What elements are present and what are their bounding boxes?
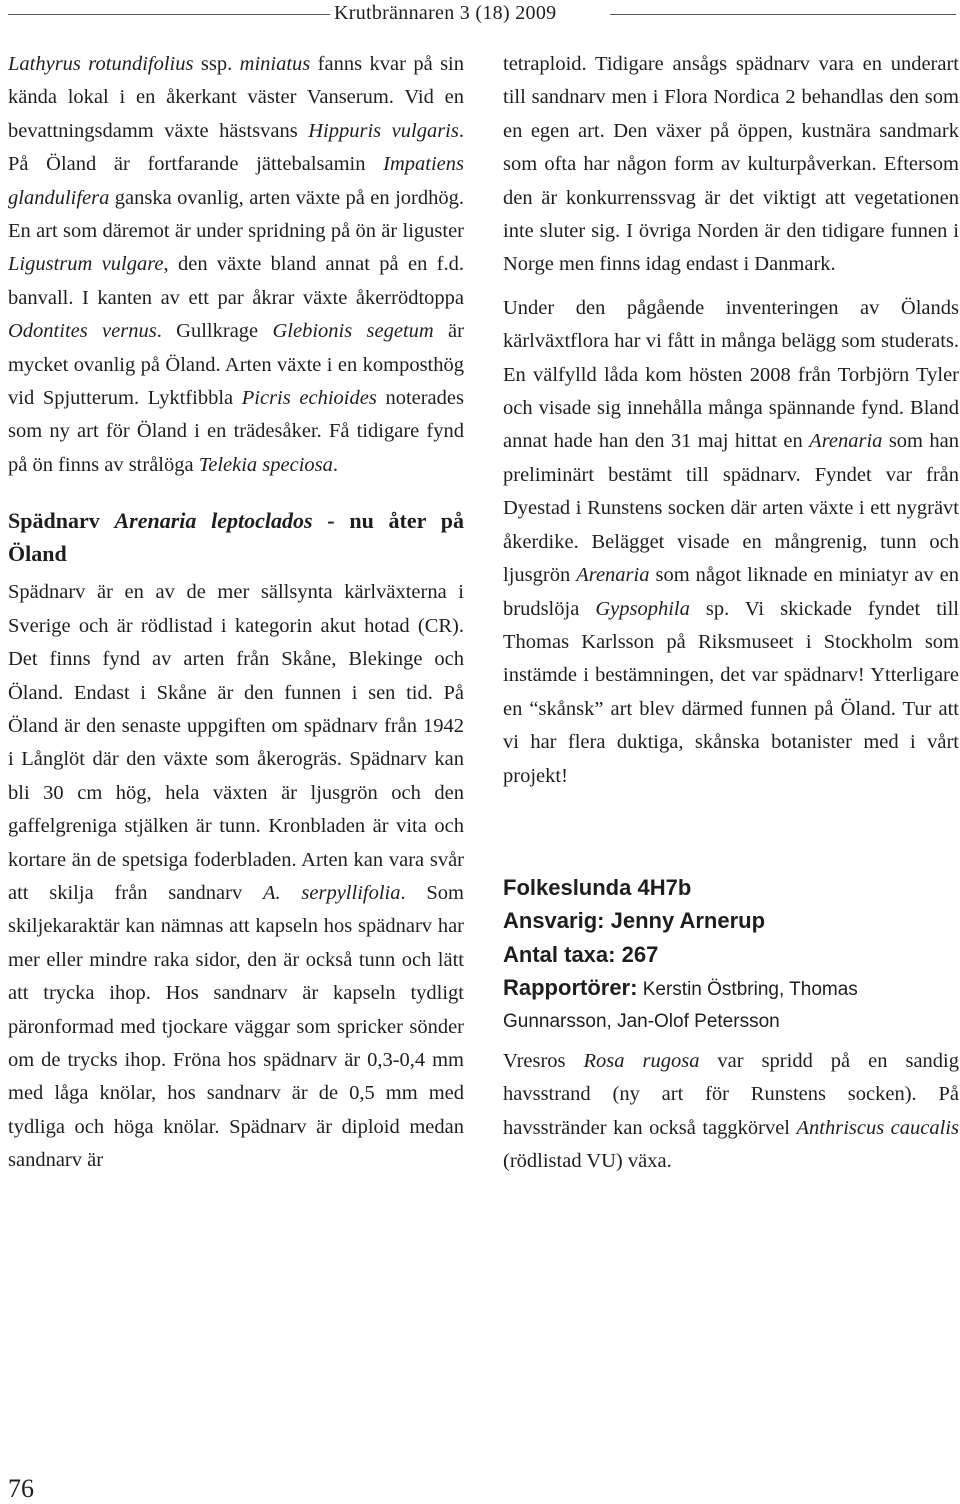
page-header xyxy=(0,0,960,30)
reporters-label: Rapportörer: xyxy=(503,974,638,1000)
species-name: Gypsophila xyxy=(595,597,690,620)
text-run: var spridd på en sandig havsstrand (ny art för Runstens socken). På havsstränder kan också taggkörvel xyxy=(503,1049,959,1139)
heading-species: Arenaria leptoclados xyxy=(114,508,313,534)
header-rule-right xyxy=(610,14,956,15)
text-run: . Som skiljekaraktär kan nämnas att kapseln hos spädnarv har mer eller mindre raka sidor, den är också tunn och lätt att trycka ihop. Hos sandnarv är kapseln tydligt päronformad med tjockare väggar som spricker sönder om de trycks ihop. Fröna hos spädnarv är 0,3-0,4 mm med låga knölar, hos sandnarv är de 0,5 mm med tydliga och höga knölar. Spädnarv är diploid medan sandnarv är xyxy=(8,881,464,1172)
species-name: miniatus xyxy=(239,53,311,75)
species-name: Lathyrus rotundifolius xyxy=(8,53,194,75)
reporters-value: Kerstin Östbring, Thomas Gunnarsson, Jan-Olof Petersson xyxy=(503,978,858,1032)
species-name: Odontites vernus xyxy=(8,320,157,343)
heading-text: Spädnarv xyxy=(8,508,115,534)
text-run: (rödlistad VU) växa. xyxy=(503,1150,672,1173)
species-name: Picris echioides xyxy=(241,387,377,410)
text-run: som något liknade en miniatyr av en brudslöja xyxy=(503,564,960,620)
species-name: Arenaria xyxy=(576,564,650,587)
header-rule-left xyxy=(8,14,330,15)
inventory-paragraph xyxy=(503,292,959,793)
site-paragraph xyxy=(503,1045,959,1179)
site-reporters xyxy=(503,972,959,1037)
heading-text: - nu åter på Öland xyxy=(8,508,464,567)
species-name: Impatiens glandulifera xyxy=(8,153,464,209)
text-run: Under den pågående inventeringen av Ölands kärlväxtflora har vi fått in många belägg som studerats. En välfylld låda kom hösten 2008 från Torbjörn Tyler och visade sig innehålla många spännande fynd. Bland annat hade han den 31 maj hittat en xyxy=(503,296,959,453)
text-run: är mycket ovanlig på Öland. Arten växte i en komposthög vid Spjutterum. Lyktfibbla xyxy=(8,320,464,410)
text-run: . På Öland är fortfarande jättebalsamin xyxy=(8,119,464,176)
section-body xyxy=(8,576,464,1177)
text-run: noterades som ny art för Öland i en trädesåker. Få tidigare fynd på ön finns av strålöga xyxy=(8,387,464,476)
species-name: Rosa rugosa xyxy=(583,1049,700,1072)
text-run: sp. Vi skickade fyndet till Thomas Karlsson på Riksmuseet i Stockholm som instämde i bestämningen, det var spädnarv! Ytterligare en “skånsk” art blev därmed funnen på Öland. Tur att vi har flera duktiga, skånska botanister med i vårt projekt! xyxy=(503,597,960,787)
species-name: Ligustrum vulgare xyxy=(8,253,164,276)
right-column xyxy=(503,48,959,1179)
continued-paragraph: tetraploid. Tidigare ansågs spädnarv vara en underart till sandnarv men i Flora Nordica 2 behandlas den som en egen art. Den växer på öppen, kustnära sandmark som ofta har någon form av kulturpåverkan. Eftersom den är konkurrenssvag är det viktigt att vegetationen inte sluter sig. I övriga Norden är den tidigare funnen i Norge men finns idag endast i Danmark. xyxy=(503,53,959,276)
text-run: som han preliminärt bestämt till spädnarv. Fyndet var från Dyestad i Runstens socken där arten växte i ett nygrävt åkerdike. Belägget visade en mångrenig, tunn och ljusgrön xyxy=(503,430,959,587)
left-column xyxy=(8,48,464,1178)
page-number: 76 xyxy=(8,1474,34,1503)
species-name: Anthriscus caucalis xyxy=(796,1116,959,1139)
text-run: . Gullkrage xyxy=(156,320,273,343)
intro-paragraph xyxy=(8,48,464,482)
site-responsible xyxy=(503,904,959,938)
species-name: Hippuris vulgaris xyxy=(308,119,459,142)
text-run: fanns kvar på sin kända lokal i en åkerkant väster Vanserum. Vid en bevattningsdamm växte hästsvans xyxy=(8,53,464,142)
site-info-block xyxy=(503,871,959,1037)
responsible-value: Jenny Arnerup xyxy=(604,907,766,933)
site-title: Folkeslunda 4H7b xyxy=(503,874,692,900)
text-run: Spädnarv är en av de mer sällsynta kärlväxterna i Sverige och är rödlistad i kategorin akut hotad (CR). Det finns fynd av arten från Skåne, Blekinge och Öland. Endast i Skåne är den funnen i sen tid. På Öland är den senaste uppgiften om spädnarv från 1942 i Långlöt där den växte som åkerogräs. Spädnarv kan bli 30 cm hög, hela växten är ljusgrön och den gaffelgreniga stjälken är tunn. Kronbladen är vita och kortare än de spetsiga foderbladen. Arten kan vara svår att skilja från sandnarv xyxy=(8,581,464,904)
journal-title: Krutbrännaren 3 (18) 2009 xyxy=(334,2,557,24)
text-run: Vresros xyxy=(503,1049,584,1072)
site-taxa xyxy=(503,938,959,972)
text-run: ganska ovanlig, arten växte på en jordhög. En art som däremot är under spridning på ön är liguster xyxy=(8,186,464,243)
text-run: , den växte bland annat på en f.d. banvall. I kanten av ett par åkrar växte åkerrödtoppa xyxy=(8,253,464,309)
text-run: . xyxy=(332,453,339,476)
species-name: Glebionis segetum xyxy=(272,320,434,343)
text-run: ssp. xyxy=(193,53,240,75)
section-heading xyxy=(8,504,464,570)
taxa-value: 267 xyxy=(615,941,659,967)
species-name: Arenaria xyxy=(809,430,883,453)
species-name: A. serpyllifolia xyxy=(262,881,401,904)
responsible-label: Ansvarig: xyxy=(503,907,605,933)
species-name: Telekia speciosa xyxy=(198,453,333,476)
taxa-label: Antal taxa: xyxy=(503,941,616,967)
